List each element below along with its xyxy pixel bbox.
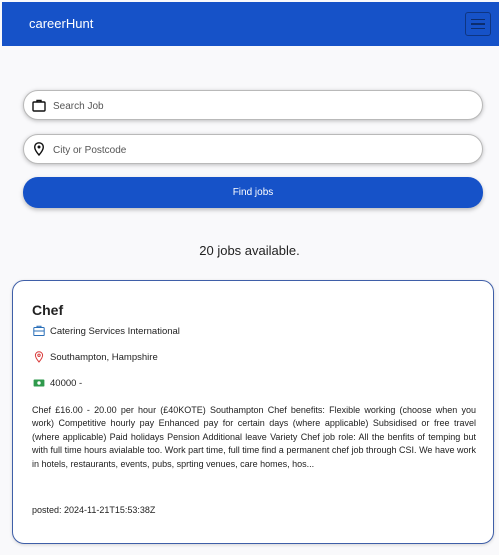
job-search-input[interactable] xyxy=(51,91,475,121)
brand-logo-text[interactable]: careerHunt xyxy=(29,16,94,31)
job-company-row xyxy=(33,325,180,337)
hamburger-menu-icon xyxy=(471,19,485,21)
job-card[interactable] xyxy=(12,280,494,544)
job-location-row xyxy=(33,351,158,363)
jobs-available-count: 20 jobs available. xyxy=(199,243,300,258)
location-search-input[interactable] xyxy=(51,135,475,165)
job-company: Catering Services International xyxy=(50,325,180,337)
job-description: Chef £16.00 - 20.00 per hour (£40KOTE) Southampton Chef benefits: Flexible working (choose when you work) Competitive hourly pay Enhanced pay for certain days (where applicable) Subsidised or free travel (where applicable) Paid holidays Pension Additional leave Variety Chef job role: All the benfits of temping but with full time hours avialable too. Work part time, full time find a permanent chef job through CSI. We have work in hotels, restaurants, events, pubs, sprting venues, care homes, hos... xyxy=(32,405,476,469)
building-icon xyxy=(33,325,45,337)
job-search-field xyxy=(23,90,483,120)
cash-icon xyxy=(33,377,45,389)
job-posted-date: posted: 2024-11-21T15:53:38Z xyxy=(32,505,156,515)
find-jobs-button[interactable]: Find jobs xyxy=(23,177,483,208)
location-pin-icon xyxy=(33,351,45,363)
job-title[interactable]: Chef xyxy=(32,302,64,318)
location-search-field xyxy=(23,134,483,164)
job-location: Southampton, Hampshire xyxy=(50,351,158,363)
job-salary-row xyxy=(33,377,82,389)
map-pin-icon xyxy=(31,141,47,157)
top-navbar xyxy=(2,2,499,46)
job-salary: 40000 - xyxy=(50,377,83,389)
navbar-menu-toggle[interactable] xyxy=(465,12,491,36)
briefcase-icon xyxy=(31,97,47,113)
